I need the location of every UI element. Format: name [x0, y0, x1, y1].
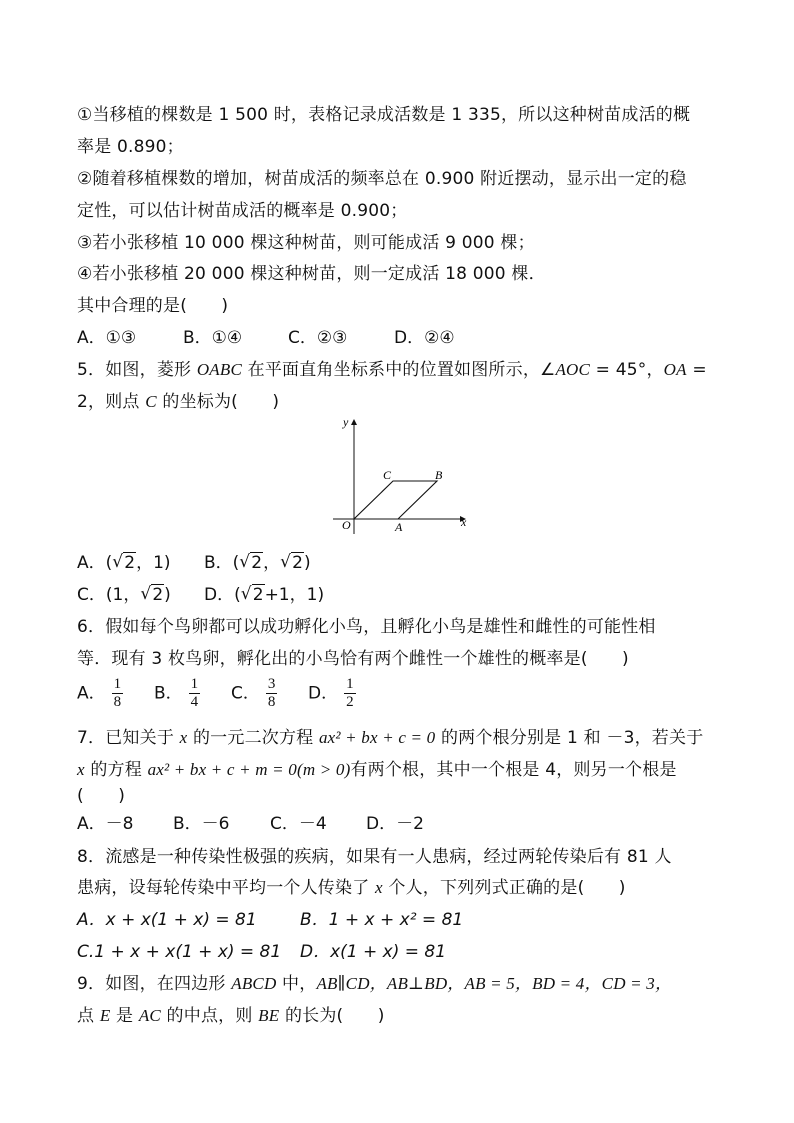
label-x: x [461, 515, 467, 529]
statement-3: ③若小张移植 10 000 棵这种树苗，则可能成活 9 000 棵； [77, 233, 535, 253]
statement-4: ④若小张移植 20 000 棵这种树苗，则一定成活 18 000 棵． [77, 264, 546, 284]
q7-text: 的方程 [84, 760, 148, 780]
q7-option-b: B．－6 [173, 814, 230, 834]
q5-opt-text: ，1) [136, 553, 171, 573]
q5-opt-text: ) [164, 585, 171, 605]
statement-2-line-2: 定性，可以估计树苗成活的概率是 0.900； [77, 201, 408, 221]
q9-text: 的中点，则 [160, 1006, 259, 1026]
q6-option-c [231, 676, 277, 711]
sqrt-sign [280, 551, 304, 575]
q5-text: 在平面直角坐标系中的位置如图所示，∠ [242, 360, 556, 380]
q9-text: 9．如图，在四边形 [77, 974, 232, 994]
q9-point-name: E [99, 1006, 111, 1025]
numerator: 1 [113, 676, 122, 692]
denominator: 2 [346, 694, 354, 710]
numerator: 1 [346, 676, 354, 692]
q9-text: 中， [276, 974, 317, 994]
q9-text: 是 [110, 1006, 139, 1026]
q8-option-d: D．x(1 + x) = 81 [300, 942, 447, 962]
radicand: 2 [152, 585, 164, 605]
q4-option-d: D．②④ [394, 328, 455, 348]
q7-equation: ax² + bx + c = 0 [318, 728, 436, 747]
label-a: A [395, 520, 403, 534]
fraction [344, 676, 356, 711]
q5-opt-text: ) [303, 553, 311, 573]
rhombus-figure [325, 412, 475, 537]
question-8-line-2 [77, 876, 626, 900]
statement-1-line-2: 率是 0.890； [77, 137, 184, 157]
q9-text: 的长为( ) [279, 1006, 385, 1026]
q4-option-c: C．②③ [288, 328, 348, 348]
q5-option-c [77, 583, 171, 607]
q5-opt-text: ， [263, 553, 281, 573]
question-6-line-1: 6．假如每个鸟卵都可以成功孵化小鸟，且孵化小鸟是雄性和雌性的可能性相 [77, 617, 656, 637]
q7-variable: x [77, 760, 85, 779]
q5-segment-name: OA [663, 360, 687, 379]
numerator: 1 [190, 676, 199, 692]
q8-text: 个人，下列列式正确的是( ) [382, 878, 626, 898]
statement-2-line-1: ②随着移植棵数的增加，树苗成活的频率总在 0.900 附近摆动，显示出一定的稳 [77, 169, 687, 189]
q6-opt-label: C． [231, 683, 260, 704]
fraction [266, 676, 278, 711]
question-9-line-1 [77, 972, 672, 996]
question-7-line-2 [77, 758, 677, 782]
q9-text: 点 [77, 1006, 100, 1026]
sqrt-sign [140, 583, 164, 607]
q5-angle-name: AOC [555, 360, 591, 379]
question-4-prompt: 其中合理的是( ) [77, 296, 229, 316]
question-8-line-1: 8．流感是一种传染性极强的疾病，如果有一人患病，经过两轮传染后有 81 人 [77, 847, 672, 867]
question-6-line-2: 等．现有 3 枚鸟卵，孵化出的小鸟恰有两个雌性一个雄性的概率是( ) [77, 649, 629, 669]
sqrt-sign [241, 583, 265, 607]
q7-option-a: A．－8 [77, 814, 134, 834]
rhombus-oabc [354, 481, 437, 519]
q7-text: 7．已知关于 [77, 728, 180, 748]
sqrt-sign [239, 551, 263, 575]
q5-opt-text: +1，1) [264, 585, 325, 605]
q5-shape-name: OABC [196, 360, 243, 379]
radicand: 2 [292, 553, 303, 573]
q5-text: = [686, 360, 707, 380]
radicand: 2 [252, 585, 264, 605]
question-7-line-3: ( ) [77, 786, 126, 806]
q5-text: 2，则点 [77, 392, 146, 412]
statement-1-line-1: ①当移植的棵数是 1 500 时，表格记录成活数是 1 335，所以这种树苗成活的概 [77, 105, 691, 125]
q8-option-c: C.1 + x + x(1 + x) = 81 [77, 942, 282, 962]
q6-opt-label: A． [77, 683, 106, 704]
q5-opt-text: B．( [204, 553, 240, 573]
q5-text: 的坐标为( ) [156, 392, 280, 412]
q9-segment-name: AC [138, 1006, 161, 1025]
q5-option-d [204, 583, 324, 607]
q9-shape-name: ABCD [231, 974, 277, 993]
label-b: B [435, 468, 443, 482]
q4-option-b: B．①④ [183, 328, 243, 348]
q7-option-d: D．－2 [366, 814, 424, 834]
label-c: C [383, 468, 392, 482]
q5-text: = 45°， [590, 360, 664, 380]
q8-variable: x [375, 878, 383, 897]
denominator: 4 [190, 694, 199, 710]
q5-opt-text: D．( [204, 585, 241, 605]
sqrt-sign [112, 551, 136, 575]
q4-option-a: A．①③ [77, 328, 137, 348]
q8-text: 患病，设每轮传染中平均一个人传染了 [77, 878, 376, 898]
q7-equation: ax² + bx + c + m = 0(m > 0) [147, 760, 351, 779]
denominator: 8 [113, 694, 122, 710]
fraction [189, 676, 201, 711]
question-9-line-2 [77, 1004, 385, 1028]
q5-option-a [77, 551, 171, 575]
q7-text: 的两个根分别是 1 和 －3，若关于 [435, 728, 704, 748]
fraction [112, 676, 124, 711]
q6-option-d [308, 676, 356, 711]
q7-variable: x [179, 728, 188, 747]
question-5-line-2 [77, 390, 279, 414]
q5-opt-text: C．(1， [77, 585, 141, 605]
radicand: 2 [251, 553, 263, 573]
q7-text: 的一元二次方程 [187, 728, 319, 748]
q5-opt-text: A．( [77, 553, 113, 573]
label-o: O [342, 518, 351, 532]
q6-option-b [154, 676, 200, 711]
denominator: 8 [267, 694, 276, 710]
radicand: 2 [124, 553, 136, 573]
q5-point-name: C [145, 392, 157, 411]
q9-relations: AB∥CD，AB⊥BD，AB = 5，BD = 4，CD = 3， [316, 974, 673, 993]
q6-opt-label: B． [154, 683, 183, 704]
q8-option-a: A．x + x(1 + x) = 81 [77, 910, 257, 930]
question-5-line-1 [77, 358, 707, 382]
q7-option-c: C．－4 [270, 814, 327, 834]
q7-text: 有两个根，其中一个根是 4，则另一个根是 [350, 760, 677, 780]
q5-option-b [204, 551, 311, 575]
q9-segment-name: BE [258, 1006, 280, 1025]
label-y: y [343, 415, 349, 429]
numerator: 3 [267, 676, 276, 692]
q5-text: 5．如图，菱形 [77, 360, 197, 380]
q6-option-a [77, 676, 123, 711]
q6-opt-label: D． [308, 683, 339, 704]
q8-option-b: B．1 + x + x² = 81 [300, 910, 464, 930]
question-7-line-1 [77, 726, 703, 750]
